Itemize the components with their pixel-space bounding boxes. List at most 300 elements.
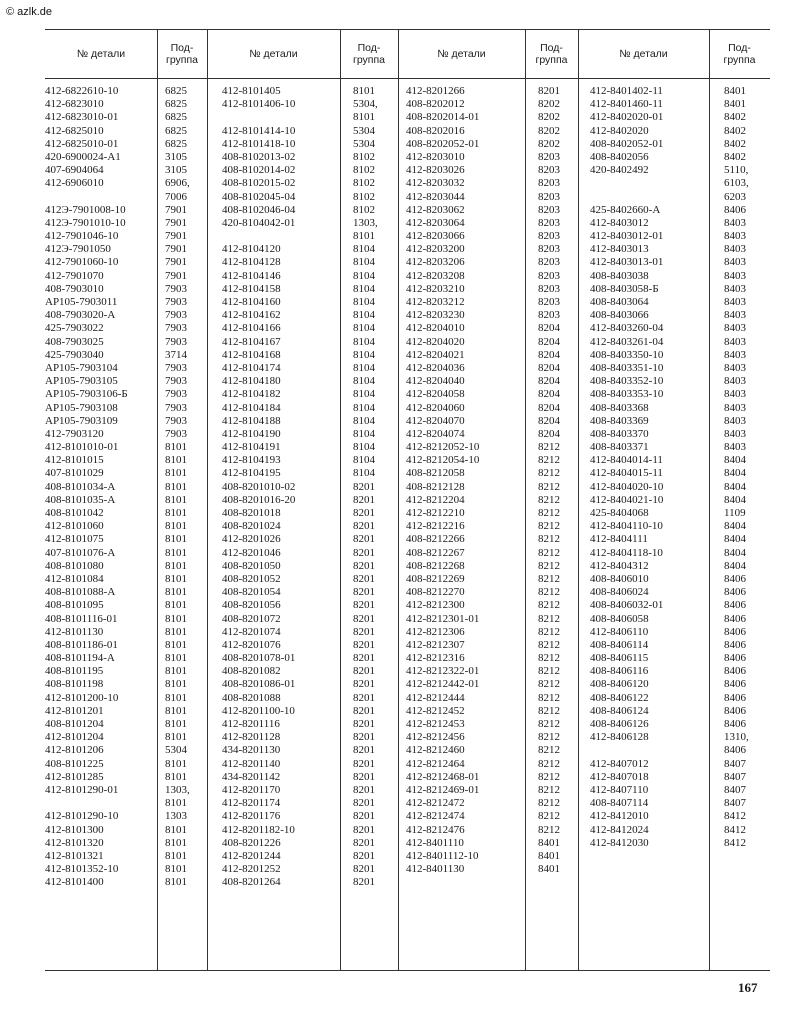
subgroup-cell: 8101 — [165, 467, 187, 480]
part-number-cell: 412-8101206 — [45, 744, 104, 757]
site-watermark: © azlk.de — [6, 6, 53, 18]
subgroup-cell: 8104 — [353, 454, 375, 467]
part-number-cell: 408-8201056 — [222, 599, 281, 612]
subgroup-cell: 8212 — [538, 559, 560, 572]
subgroup-cell: 8406 — [724, 691, 746, 704]
part-number-cell: 412-8212054-10 — [406, 454, 480, 467]
subgroup-cell: 1310, — [724, 731, 749, 744]
header-part-no-1: № детали — [76, 48, 126, 60]
part-number-cell: 412-8212052-10 — [406, 441, 480, 454]
part-number-cell: 412Э-7901050 — [45, 243, 111, 256]
subgroup-cell: 8404 — [724, 480, 746, 493]
part-number-cell: 408-8407114 — [590, 797, 649, 810]
subgroup-cell: 8101 — [165, 797, 187, 810]
part-number-cell: 412-8412010 — [590, 810, 649, 823]
part-number-cell: 412-8203010 — [406, 150, 465, 163]
part-number-cell: 408-8101116-01 — [45, 612, 118, 625]
part-number-cell: 412-8406110 — [590, 625, 649, 638]
part-number-cell: 408-8403371 — [590, 441, 649, 454]
subgroup-cell: 7903 — [165, 282, 187, 295]
part-number-cell: 408-8403352-10 — [590, 375, 664, 388]
subgroup-cell: 8201 — [353, 770, 375, 783]
subgroup-cell — [724, 850, 768, 863]
column-divider — [578, 30, 579, 970]
column-divider — [207, 30, 208, 970]
subgroup-cell: 8201 — [353, 797, 375, 810]
subgroup-cell: 8203 — [538, 282, 560, 295]
subgroup-cell: 8204 — [538, 414, 560, 427]
subgroup-cell: 8403 — [724, 335, 746, 348]
subgroup-cell: 8203 — [538, 243, 560, 256]
part-number-cell: 412-6822610-10 — [45, 85, 119, 97]
part-number-cell: 412-8401112-10 — [406, 849, 479, 862]
subgroup-cell: 8101 — [165, 533, 187, 546]
subgroup-cell: 7006 — [165, 190, 187, 203]
subgroup-cell: 7903 — [165, 388, 187, 401]
subgroup-cell: 8403 — [724, 427, 746, 440]
part-number-cell: 412-8204020 — [406, 335, 465, 348]
subgroup-cell: 8212 — [538, 691, 560, 704]
part-number-cell: 412-8212306 — [406, 625, 465, 638]
part-number-cell: 412-8406128 — [590, 731, 649, 744]
subgroup-cell: 3714 — [165, 348, 187, 361]
part-number-cell: 412-8212322-01 — [406, 665, 480, 678]
part-number-cell: 408-8202052-01 — [406, 137, 480, 150]
subgroup-cell: 8102 — [353, 190, 375, 203]
subgroup-cell: 8406 — [724, 718, 746, 730]
part-column-1 — [45, 85, 155, 889]
part-number-cell: 412-8204060 — [406, 401, 465, 414]
part-number-cell: 408-8212268 — [406, 559, 465, 572]
part-number-cell: 412-8101406-10 — [222, 98, 296, 111]
subgroup-cell: 8212 — [538, 533, 560, 546]
part-number-cell: 412-8212472 — [406, 797, 465, 810]
part-number-cell: 412-8201252 — [222, 863, 281, 876]
subgroup-cell: 8101 — [165, 625, 187, 638]
part-number-cell: 425-7903040 — [45, 348, 104, 361]
part-number-cell: 412-8101320 — [45, 836, 104, 849]
part-number-cell: 408-8102045-04 — [222, 190, 296, 203]
subgroup-cell: 8101 — [165, 757, 187, 770]
subgroup-cell: 8201 — [353, 836, 375, 849]
part-number-cell: АР105-7903011 — [45, 296, 118, 308]
part-number-cell: 412-8104120 — [222, 243, 281, 256]
subgroup-cell: 8201 — [353, 520, 375, 533]
subgroup-cell: 8101 — [165, 665, 187, 678]
subgroup-cell: 8212 — [538, 441, 560, 454]
subgroup-cell: 8104 — [353, 401, 375, 414]
subgroup-cell: 5304, — [353, 98, 378, 111]
part-column-4 — [590, 85, 708, 889]
part-number-cell: 412-8104168 — [222, 348, 281, 361]
subgroup-cell: 5110, — [724, 164, 749, 177]
subgroup-cell: 8101 — [165, 770, 187, 783]
part-number-cell: 412-7901070 — [45, 269, 104, 282]
subgroup-cell: 8201 — [353, 480, 375, 493]
subgroup-cell: 8101 — [165, 480, 187, 493]
header-part-no-3: № детали — [437, 48, 486, 60]
subgroup-cell: 8201 — [353, 823, 375, 836]
subgroup-cell: 8201 — [353, 665, 375, 678]
subgroup-cell: 8212 — [538, 612, 560, 625]
subgroup-cell: 8204 — [538, 388, 560, 401]
part-number-cell: 412-8402020 — [590, 124, 649, 137]
subgroup-cell: 8201 — [353, 612, 375, 625]
header-subgroup-4: Под- группа — [723, 42, 756, 66]
part-number-cell: 412-8212444 — [406, 691, 465, 704]
part-number-cell: 412-8201182-10 — [222, 823, 295, 836]
subgroup-cell: 8101 — [353, 111, 375, 124]
part-number-cell: 412-8101405 — [222, 85, 281, 97]
subgroup-cell: 1303, — [353, 216, 378, 229]
subgroup-cell: 8403 — [724, 243, 746, 256]
part-number-cell: 408-8201078-01 — [222, 652, 296, 665]
part-number-cell: 412-8212452 — [406, 704, 465, 717]
subgroup-cell: 8203 — [538, 296, 560, 308]
part-number-cell: 408-8201088 — [222, 691, 281, 704]
subgroup-cell: 5304 — [353, 137, 375, 150]
part-number-cell: 412-8104180 — [222, 375, 281, 388]
part-number-cell: 408-8403058-Б — [590, 282, 659, 295]
subgroup-cell: 8404 — [724, 559, 746, 572]
subgroup-cell: 8204 — [538, 375, 560, 388]
part-number-cell: 412-6823010 — [45, 98, 104, 111]
subgroup-cell: 8104 — [353, 243, 375, 256]
part-number-cell: 408-8201024 — [222, 520, 281, 533]
part-number-cell: 412-8104193 — [222, 454, 281, 467]
part-number-cell: 412-8201026 — [222, 533, 281, 546]
subgroup-cell: 8402 — [724, 137, 746, 150]
subgroup-cell: 8401 — [538, 863, 560, 876]
part-number-cell: 412-8104167 — [222, 335, 281, 348]
header-part-no-4: № детали — [619, 48, 668, 60]
subgroup-cell: 8201 — [353, 586, 375, 599]
subgroup-cell: 8104 — [353, 348, 375, 361]
part-number-cell: 412-8212301-01 — [406, 612, 480, 625]
subgroup-cell: 7901 — [165, 243, 187, 256]
subgroup-cell: 8204 — [538, 401, 560, 414]
part-number-cell: 408-8102013-02 — [222, 150, 296, 163]
subgroup-cell: 8203 — [538, 256, 560, 269]
subgroup-column-1 — [165, 85, 205, 889]
part-number-cell: 408-8212269 — [406, 572, 465, 585]
part-number-cell — [590, 876, 708, 889]
subgroup-cell: 8101 — [165, 823, 187, 836]
part-number-cell: 408-8403368 — [590, 401, 649, 414]
subgroup-cell: 8212 — [538, 770, 560, 783]
part-number-cell: 412-8212300 — [406, 599, 465, 612]
part-number-cell: 408-8212270 — [406, 586, 465, 599]
part-number-cell: 408-8202012 — [406, 98, 465, 111]
part-number-cell: 412-8204021 — [406, 348, 465, 361]
part-column-3 — [406, 85, 524, 889]
subgroup-cell: 8404 — [724, 546, 746, 559]
header-part-no-2: № детали — [249, 48, 298, 60]
subgroup-cell: 8212 — [538, 599, 560, 612]
subgroup-cell: 8104 — [353, 269, 375, 282]
part-number-cell: 412-8201046 — [222, 546, 281, 559]
subgroup-cell: 8201 — [538, 85, 560, 97]
header-subgroup-1: Под- группа — [165, 42, 198, 66]
part-number-cell: 408-8402056 — [590, 150, 649, 163]
subgroup-cell: 8212 — [538, 823, 560, 836]
part-number-cell: 412-8101400 — [45, 876, 104, 889]
part-number-cell: 412Э-7901010-10 — [45, 216, 126, 229]
part-number-cell: 408-8212267 — [406, 546, 465, 559]
part-number-cell: 408-8202016 — [406, 124, 465, 137]
part-number-cell: 408-8201054 — [222, 586, 281, 599]
subgroup-cell: 8104 — [353, 282, 375, 295]
subgroup-cell: 8406 — [724, 625, 746, 638]
part-number-cell: 408-8201264 — [222, 876, 281, 889]
part-number-cell: АР105-7903105 — [45, 375, 118, 388]
part-number-cell: 412-8203064 — [406, 216, 465, 229]
part-number-cell: 408-8212266 — [406, 533, 465, 546]
subgroup-cell: 8104 — [353, 335, 375, 348]
part-number-cell: 412-8404015-11 — [590, 467, 663, 480]
subgroup-cell: 8201 — [353, 533, 375, 546]
part-number-cell: 412-8201100-10 — [222, 704, 295, 717]
part-number-cell: 412-8101015 — [45, 454, 104, 467]
part-number-cell: 425-8402660-А — [590, 203, 661, 216]
part-number-cell: 412-8212453 — [406, 718, 465, 730]
part-number-cell: 408-7903010 — [45, 282, 104, 295]
part-number-cell — [590, 850, 708, 863]
subgroup-cell: 7903 — [165, 322, 187, 335]
part-number-cell: 425-8404068 — [590, 507, 649, 519]
part-number-cell: 412-8212468-01 — [406, 770, 480, 783]
part-number-cell: 412-8101285 — [45, 770, 104, 783]
subgroup-cell: 6825 — [165, 111, 187, 124]
subgroup-cell: 8101 — [165, 652, 187, 665]
subgroup-cell: 8101 — [165, 704, 187, 717]
part-number-cell — [590, 177, 708, 190]
subgroup-cell: 8212 — [538, 783, 560, 796]
part-number-cell: 408-8201082 — [222, 665, 281, 678]
subgroup-cell: 8204 — [538, 322, 560, 335]
part-number-cell: 412-8401460-11 — [590, 98, 663, 111]
part-number-cell: 412-8404110-10 — [590, 520, 663, 533]
subgroup-cell: 8202 — [538, 111, 560, 124]
subgroup-cell: 8406 — [724, 704, 746, 717]
subgroup-cell: 8212 — [538, 572, 560, 585]
subgroup-cell: 8204 — [538, 335, 560, 348]
subgroup-cell: 3105 — [165, 150, 187, 163]
part-number-cell: 408-8101225 — [45, 757, 104, 770]
subgroup-cell: 8212 — [538, 638, 560, 651]
subgroup-cell: 8212 — [538, 467, 560, 480]
subgroup-cell: 8101 — [165, 507, 187, 519]
subgroup-cell: 8101 — [165, 493, 187, 506]
subgroup-cell: 8101 — [165, 691, 187, 704]
subgroup-cell: 6906, — [165, 177, 190, 190]
part-number-cell: 412-8201176 — [222, 810, 281, 823]
part-number-cell: 408-8403038 — [590, 269, 649, 282]
part-number-cell: 412-8204070 — [406, 414, 465, 427]
subgroup-cell: 8403 — [724, 401, 746, 414]
subgroup-cell: 8401 — [724, 98, 746, 111]
part-number-cell: 412-8201116 — [222, 718, 280, 730]
subgroup-cell: 8203 — [538, 150, 560, 163]
subgroup-cell: 8407 — [724, 783, 746, 796]
subgroup-cell: 8102 — [353, 150, 375, 163]
part-number-cell: 412-8212474 — [406, 810, 465, 823]
subgroup-cell: 8101 — [165, 586, 187, 599]
subgroup-cell: 8406 — [724, 203, 746, 216]
part-number-cell: 412-8403012 — [590, 216, 649, 229]
subgroup-cell: 8201 — [353, 572, 375, 585]
subgroup-cell: 8406 — [724, 652, 746, 665]
subgroup-cell: 8104 — [353, 296, 375, 308]
part-number-cell: 412-8404118-10 — [590, 546, 663, 559]
subgroup-cell: 8201 — [353, 678, 375, 691]
part-number-cell: 412-8204058 — [406, 388, 465, 401]
subgroup-cell: 5304 — [165, 744, 187, 757]
subgroup-cell: 1109 — [724, 507, 746, 519]
part-number-cell: 408-8201050 — [222, 559, 281, 572]
subgroup-cell: 8212 — [538, 546, 560, 559]
subgroup-cell: 8202 — [538, 137, 560, 150]
part-number-cell: 407-8101029 — [45, 467, 104, 480]
part-number-cell: 408-7903020-А — [45, 309, 116, 322]
part-column-2 — [222, 85, 338, 889]
part-number-cell: 412-8101300 — [45, 823, 104, 836]
part-number-cell: 412-8201266 — [406, 85, 465, 97]
subgroup-cell: 8406 — [724, 586, 746, 599]
part-number-cell: 408-8102014-02 — [222, 164, 296, 177]
subgroup-cell: 6103, — [724, 177, 749, 190]
column-divider — [157, 30, 158, 970]
part-number-cell: 412-8104195 — [222, 467, 281, 480]
subgroup-cell: 8104 — [353, 322, 375, 335]
part-number-cell: 412-8101414-10 — [222, 124, 296, 137]
parts-index-table — [45, 29, 770, 971]
subgroup-cell: 8407 — [724, 770, 746, 783]
part-number-cell: 412-8204040 — [406, 375, 465, 388]
part-number-cell: 412-8404020-10 — [590, 480, 664, 493]
subgroup-cell: 8403 — [724, 375, 746, 388]
subgroup-cell: 8101 — [165, 572, 187, 585]
part-number-cell: 412-8212204 — [406, 493, 465, 506]
part-number-cell: 408-8212128 — [406, 480, 465, 493]
subgroup-cell: 8201 — [353, 744, 375, 757]
part-number-cell: 407-6904064 — [45, 164, 104, 177]
subgroup-cell: 8403 — [724, 361, 746, 374]
part-number-cell: 412-7901060-10 — [45, 256, 119, 269]
subgroup-cell: 8204 — [538, 427, 560, 440]
part-number-cell: 408-8406010 — [590, 572, 649, 585]
part-number-cell — [590, 863, 708, 876]
subgroup-cell: 8201 — [353, 704, 375, 717]
subgroup-cell: 8101 — [165, 559, 187, 572]
part-number-cell: 412-8101075 — [45, 533, 104, 546]
part-number-cell: 408-8101088-А — [45, 586, 116, 599]
part-number-cell: 425-7903022 — [45, 322, 104, 335]
subgroup-cell: 7903 — [165, 414, 187, 427]
part-number-cell: 412-8104174 — [222, 361, 281, 374]
subgroup-cell: 8404 — [724, 533, 746, 546]
subgroup-cell: 1303 — [165, 810, 187, 823]
subgroup-cell — [724, 863, 768, 876]
part-number-cell: 408-8403351-10 — [590, 361, 664, 374]
subgroup-cell: 8403 — [724, 322, 746, 335]
subgroup-cell: 8101 — [165, 718, 187, 730]
subgroup-cell: 6825 — [165, 98, 187, 111]
subgroup-cell: 8201 — [353, 493, 375, 506]
part-number-cell: 412-8403013-01 — [590, 256, 664, 269]
subgroup-cell: 8212 — [538, 507, 560, 519]
subgroup-cell: 8212 — [538, 704, 560, 717]
part-number-cell: АР105-7903109 — [45, 414, 118, 427]
part-number-cell: 412-7903120 — [45, 427, 104, 440]
part-number-cell: 408-8402052-01 — [590, 137, 664, 150]
subgroup-cell: 8101 — [165, 836, 187, 849]
part-number-cell: 412-8407110 — [590, 783, 649, 796]
part-number-cell: 408-8403370 — [590, 427, 649, 440]
part-number-cell: 408-8201018 — [222, 507, 281, 519]
part-number-cell: 412-6906010 — [45, 177, 104, 190]
column-divider — [525, 30, 526, 970]
subgroup-cell: 7903 — [165, 375, 187, 388]
part-number-cell: 412-8203044 — [406, 190, 465, 203]
part-number-cell: 412-8201076 — [222, 638, 281, 651]
part-number-cell: 412-8104128 — [222, 256, 281, 269]
subgroup-cell: 8101 — [165, 863, 187, 876]
part-number-cell: АР105-7903104 — [45, 361, 118, 374]
subgroup-cell: 8406 — [724, 612, 746, 625]
part-number-cell: 412-8203212 — [406, 296, 465, 308]
subgroup-cell: 8201 — [353, 849, 375, 862]
subgroup-cell: 8402 — [724, 150, 746, 163]
part-number-cell: 412-8212307 — [406, 638, 465, 651]
part-number-cell: 412-8104166 — [222, 322, 281, 335]
subgroup-cell: 8101 — [165, 731, 187, 744]
subgroup-cell: 8203 — [538, 269, 560, 282]
subgroup-cell: 8104 — [353, 467, 375, 480]
subgroup-cell: 7901 — [165, 203, 187, 216]
part-number-cell: 412-8403261-04 — [590, 335, 664, 348]
subgroup-cell: 8104 — [353, 388, 375, 401]
subgroup-cell: 8404 — [724, 493, 746, 506]
subgroup-cell: 8406 — [724, 665, 746, 678]
part-number-cell: 407-8101076-А — [45, 546, 116, 559]
part-number-cell: 412-8404021-10 — [590, 493, 664, 506]
subgroup-cell: 8202 — [538, 124, 560, 137]
subgroup-cell: 8212 — [538, 757, 560, 770]
part-number-cell: 408-8406120 — [590, 678, 649, 691]
subgroup-cell: 8403 — [724, 230, 746, 243]
subgroup-cell: 7903 — [165, 335, 187, 348]
part-number-cell: 412-8212460 — [406, 744, 465, 757]
subgroup-cell: 8212 — [538, 797, 560, 810]
part-number-cell: 408-8406122 — [590, 691, 649, 704]
subgroup-cell: 8203 — [538, 177, 560, 190]
part-number-cell — [406, 876, 524, 889]
part-number-cell: 412-8201074 — [222, 625, 281, 638]
part-number-cell: 412-8104182 — [222, 388, 281, 401]
subgroup-cell: 8412 — [724, 823, 746, 836]
part-number-cell: 408-8212058 — [406, 467, 465, 480]
part-number-cell: 412-8212210 — [406, 507, 465, 519]
subgroup-cell: 8101 — [165, 612, 187, 625]
subgroup-cell: 8407 — [724, 797, 746, 810]
subgroup-cell: 8403 — [724, 282, 746, 295]
subgroup-cell: 8102 — [353, 177, 375, 190]
part-number-cell: 412-8104184 — [222, 401, 281, 414]
part-number-cell: 412-8203066 — [406, 230, 465, 243]
part-number-cell: 408-8406126 — [590, 718, 649, 730]
subgroup-column-4 — [724, 85, 768, 889]
